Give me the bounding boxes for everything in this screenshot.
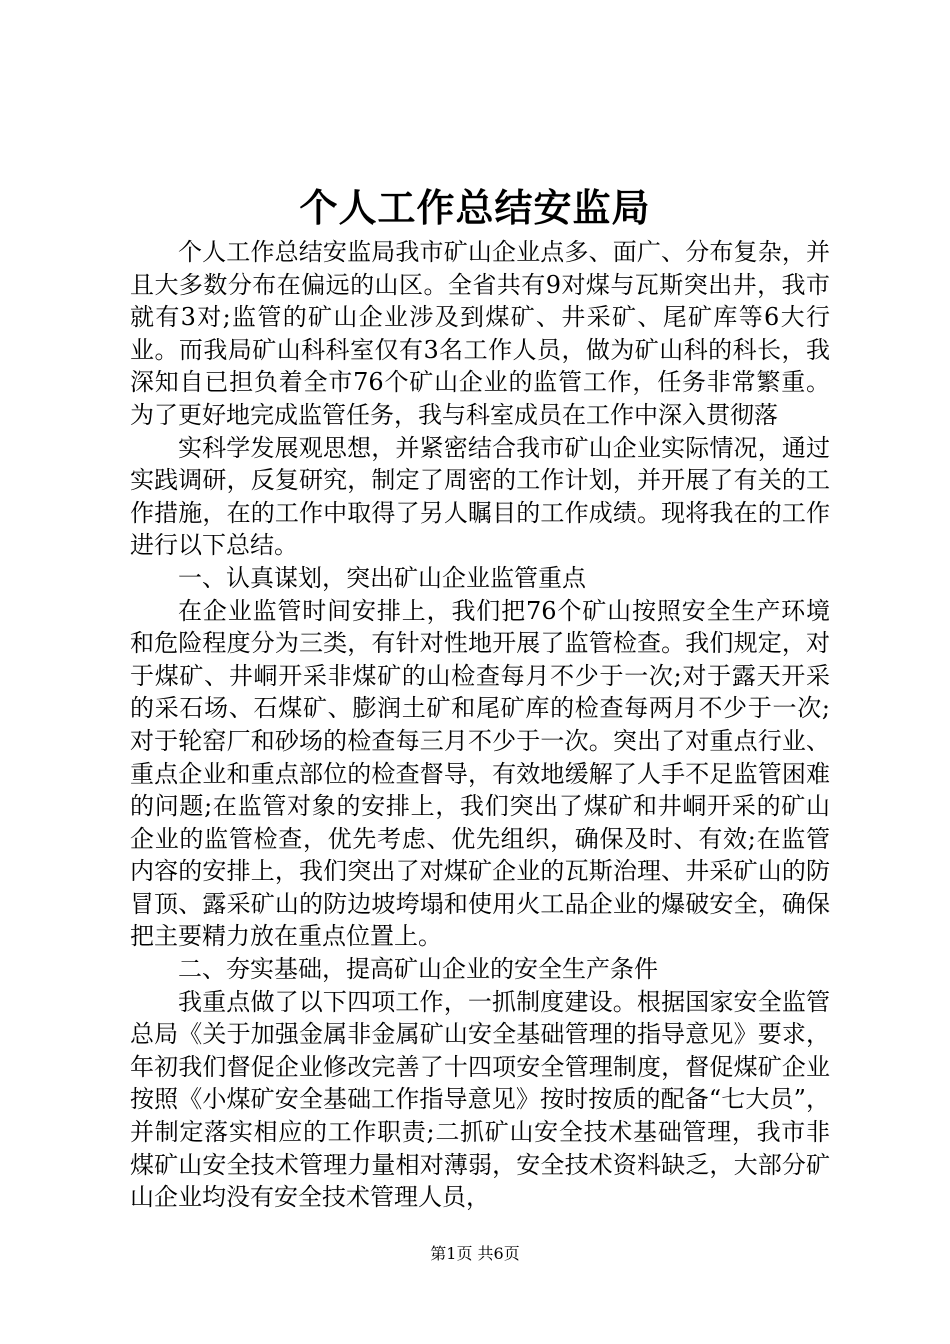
body-paragraph: 我重点做了以下四项工作，一抓制度建设。根据国家安全监管总局《关于加强金属非金属矿山安全基础管理的指导意见》要求，年初我们督促企业修改完善了十四项安全管理制度，督促煤矿企业按照《小煤矿安全基础工作指导意见》按时按质的配备“七大员”，并制定落实相应的工作职责;二抓矿山安全技术基础管理，我市非煤矿山安全技术管理力量相对薄弱，安全技术资料缺乏，大部分矿山企业均没有安全技术管理人员，	[130, 987, 830, 1212]
document-body	[130, 236, 830, 1214]
body-paragraph: 个人工作总结安监局我市矿山企业点多、面广、分布复杂，并且大多数分布在偏远的山区。全省共有9对煤与瓦斯突出井，我市就有3对;监管的矿山企业涉及到煤矿、井采矿、尾矿库等6大行业。而我局矿山科科室仅有3名工作人员，做为矿山科的科长，我深知自已担负着全市76个矿山企业的监管工作，任务非常繁重。为了更好地完成监管任务，我与科室成员在工作中深入贯彻落	[130, 238, 830, 429]
body-paragraph: 在企业监管时间安排上，我们把76个矿山按照安全生产环境和危险程度分为三类，有针对性地开展了监管检查。我们规定，对于煤矿、井峒开采非煤矿的山检查每月不少于一次;对于露天开采的采石场、石煤矿、膨润土矿和尾矿库的检查每两月不少于一次;对于轮窑厂和砂场的检查每三月不少于一次。突出了对重点行业、重点企业和重点部位的检查督导，有效地缓解了人手不足监管困难的问题;在监管对象的安排上，我们突出了煤矿和井峒开采的矿山企业的监管检查，优先考虑、优先组织，确保及时、有效;在监管内容的安排上，我们突出了对煤矿企业的瓦斯治理、井采矿山的防冒顶、露采矿山的防边坡垮塌和使用火工品企业的爆破安全，确保把主要精力放在重点位置上。	[130, 596, 830, 951]
page-number-footer: 第1页 共6页	[430, 1244, 520, 1263]
section-heading: 一、认真谋划，突出矿山企业监管重点	[178, 563, 586, 592]
section-heading: 二、夯实基础，提高矿山企业的安全生产条件	[178, 955, 658, 984]
document-title: 个人工作总结安监局	[299, 185, 651, 230]
body-paragraph: 实科学发展观思想，并紧密结合我市矿山企业实际情况，通过实践调研，反复研究，制定了周密的工作计划，并开展了有关的工作措施，在的工作中取得了另人瞩目的工作成绩。现将我在的工作进行以下总结。	[130, 433, 830, 560]
